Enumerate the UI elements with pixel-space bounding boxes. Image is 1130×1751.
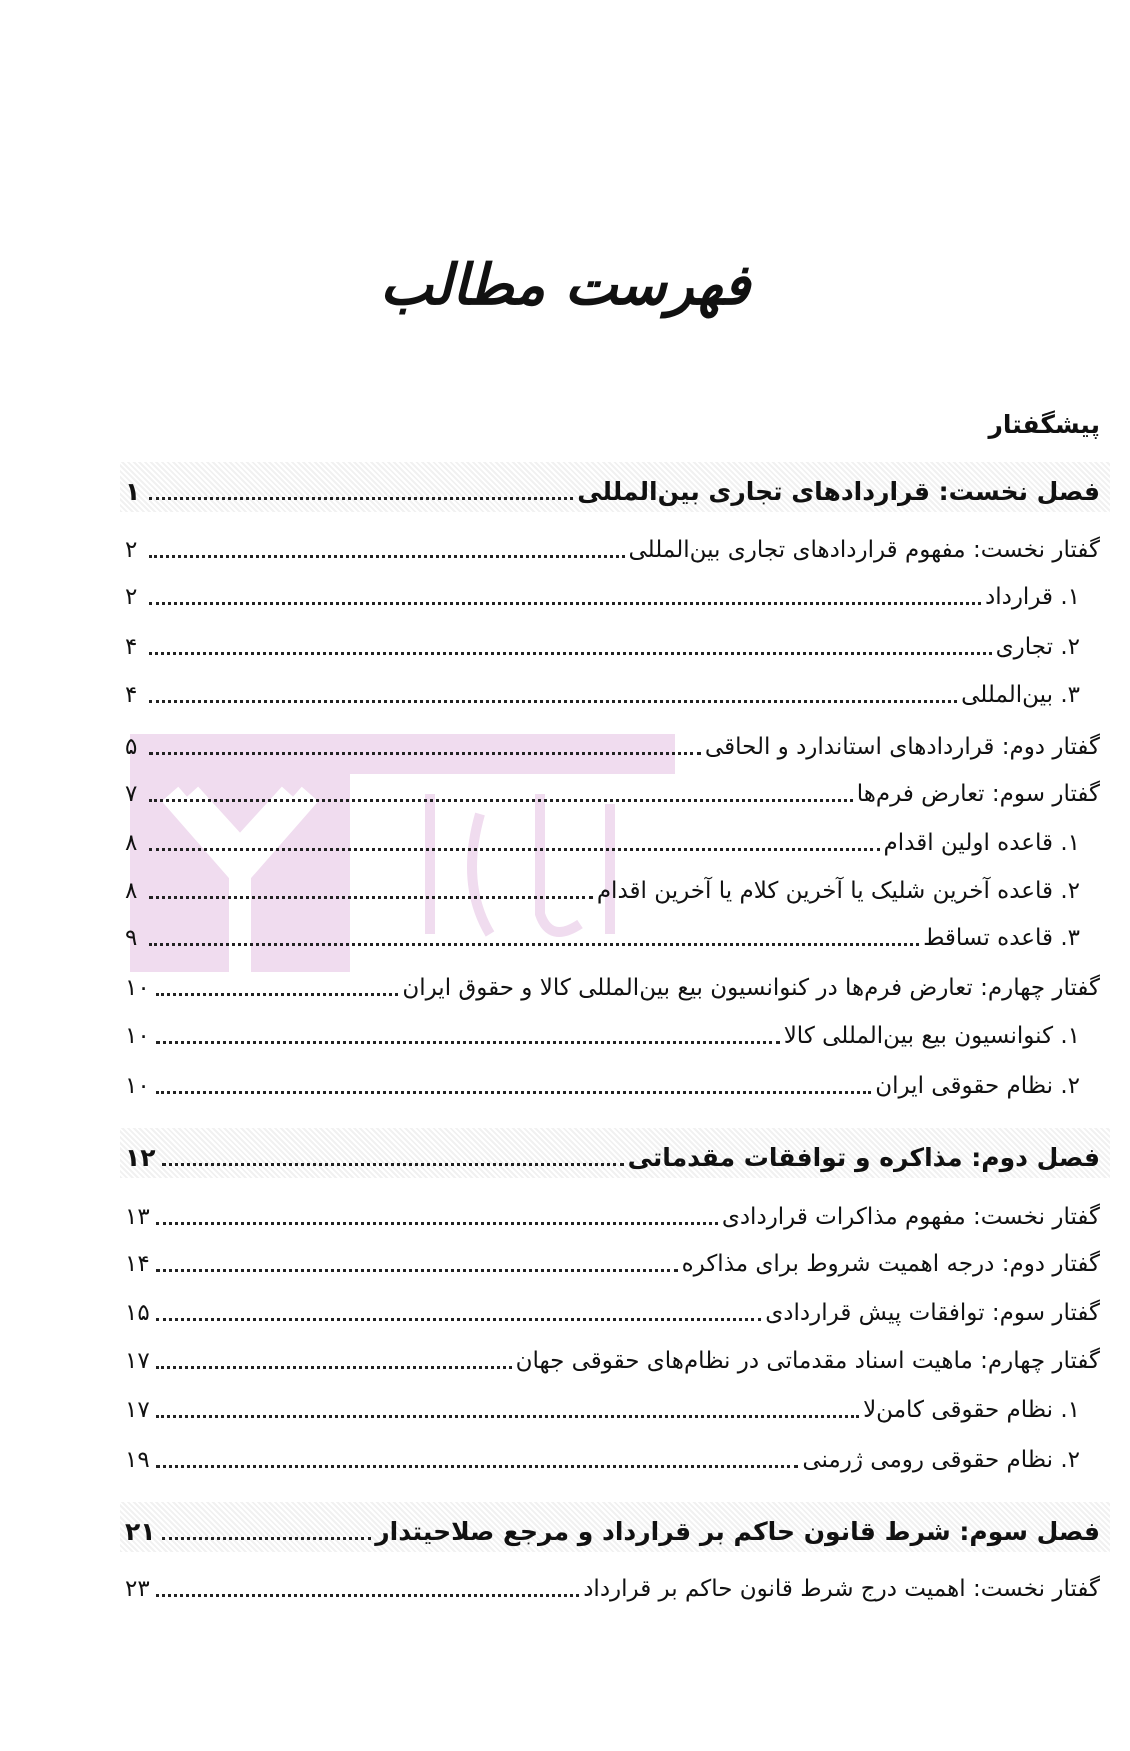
toc-entry[interactable] xyxy=(125,573,1080,613)
page-number: ۷ xyxy=(125,781,138,807)
toc-entry[interactable] xyxy=(125,867,1080,907)
dot-leader xyxy=(156,1318,762,1321)
page-number: ۱۷ xyxy=(125,1397,150,1423)
entry-title: گفتار دوم: درجه اهمیت شروط برای مذاکره xyxy=(681,1251,1100,1277)
toc-entry[interactable] xyxy=(125,723,1100,763)
dot-leader xyxy=(156,1366,512,1369)
entry-title: ۱. قرارداد xyxy=(984,584,1080,610)
page-number: ۲ xyxy=(125,537,138,563)
toc-entry[interactable] xyxy=(125,1193,1100,1233)
entry-title: فصل نخست: قراردادهای تجاری بین‌المللی xyxy=(577,477,1100,506)
page-title: فهرست مطالب xyxy=(380,252,750,318)
toc-entry[interactable] xyxy=(125,770,1100,810)
toc-entry[interactable] xyxy=(125,526,1100,566)
toc-entry[interactable] xyxy=(125,1240,1100,1280)
entry-title: گفتار نخست: مفهوم مذاکرات قراردادی xyxy=(721,1204,1100,1230)
entry-title: گفتار نخست: مفهوم قراردادهای تجاری بین‌المللی xyxy=(628,537,1100,563)
toc-entry[interactable] xyxy=(125,1012,1080,1052)
dot-leader xyxy=(156,1041,780,1044)
page-number: ۸ xyxy=(125,878,138,904)
dot-leader xyxy=(149,497,573,500)
page-number: ۲۱ xyxy=(125,1517,156,1546)
entry-title: ۱. نظام حقوقی کامن‌لا xyxy=(863,1397,1080,1423)
page-number: ۵ xyxy=(125,734,138,760)
page-number: ۱۰ xyxy=(125,1073,150,1099)
toc-chapter-entry[interactable] xyxy=(120,1128,1110,1178)
toc-entry[interactable] xyxy=(125,819,1080,859)
entry-title: ۲. نظام حقوقی ایران xyxy=(875,1073,1080,1099)
entry-title: ۲. نظام حقوقی رومی ژرمنی xyxy=(802,1447,1080,1473)
dot-leader xyxy=(156,1465,799,1468)
toc-entry[interactable] xyxy=(125,671,1080,711)
entry-title: گفتار سوم: تعارض فرم‌ها xyxy=(856,781,1100,807)
entry-title: فصل سوم: شرط قانون حاکم بر قرارداد و مرجع صلاحیتدار xyxy=(375,1517,1100,1546)
page-number: ۱۵ xyxy=(125,1300,150,1326)
entry-title: ۲. قاعده آخرین شلیک یا آخرین کلام یا آخرین اقدام xyxy=(596,878,1080,904)
dot-leader xyxy=(156,1269,678,1272)
toc-chapter-entry[interactable] xyxy=(120,1502,1110,1552)
dot-leader xyxy=(149,700,957,703)
toc-entry[interactable] xyxy=(125,964,1100,1004)
entry-title: گفتار سوم: توافقات پیش قراردادی xyxy=(765,1300,1100,1326)
entry-title: ۳. بین‌المللی xyxy=(961,682,1080,708)
page-number: ۱۷ xyxy=(125,1348,150,1374)
toc-entry[interactable] xyxy=(125,1565,1100,1605)
page-number: ۴ xyxy=(125,682,138,708)
entry-title: ۱. کنوانسیون بیع بین‌المللی کالا xyxy=(783,1023,1080,1049)
dot-leader xyxy=(149,799,853,802)
toc-entry[interactable] xyxy=(125,1062,1080,1102)
dot-leader xyxy=(162,1537,372,1540)
entry-title: فصل دوم: مذاکره و توافقات مقدماتی xyxy=(627,1143,1100,1172)
dot-leader xyxy=(149,652,992,655)
toc-entry[interactable] xyxy=(125,1337,1100,1377)
dot-leader xyxy=(149,602,981,605)
page-number: ۴ xyxy=(125,634,138,660)
entry-title: ۲. تجاری xyxy=(995,634,1080,660)
dot-leader xyxy=(156,993,399,996)
page-number: ۱۴ xyxy=(125,1251,150,1277)
entry-title: ۱. قاعده اولین اقدام xyxy=(883,830,1080,856)
page-number: ۱۰ xyxy=(125,975,150,1001)
dot-leader xyxy=(149,848,880,851)
toc-entry[interactable] xyxy=(125,1289,1100,1329)
dot-leader xyxy=(156,1091,871,1094)
page-number: ۹ xyxy=(125,925,138,951)
page-number: ۲۳ xyxy=(125,1576,150,1602)
dot-leader xyxy=(149,555,625,558)
dot-leader xyxy=(156,1594,579,1597)
entry-title: گفتار چهارم: تعارض فرم‌ها در کنوانسیون بیع بین‌المللی کالا و حقوق ایران xyxy=(402,975,1100,1001)
entry-title: گفتار چهارم: ماهیت اسناد مقدماتی در نظام‌های حقوقی جهان xyxy=(515,1348,1100,1374)
dot-leader xyxy=(149,896,593,899)
page-number: ۱ xyxy=(125,477,141,506)
toc-entry[interactable] xyxy=(125,1436,1080,1476)
dot-leader xyxy=(149,752,701,755)
page-number: ۱۲ xyxy=(125,1143,156,1172)
preface-heading: پیشگفتار xyxy=(988,410,1100,439)
toc-chapter-entry[interactable] xyxy=(120,462,1110,512)
dot-leader xyxy=(156,1415,859,1418)
page-number: ۱۳ xyxy=(125,1204,150,1230)
toc-entry[interactable] xyxy=(125,914,1080,954)
dot-leader xyxy=(149,943,919,946)
page-number: ۸ xyxy=(125,830,138,856)
page-number: ۲ xyxy=(125,584,138,610)
entry-title: گفتار دوم: قراردادهای استاندارد و الحاقی xyxy=(704,734,1100,760)
toc-entry[interactable] xyxy=(125,1386,1080,1426)
toc-entry[interactable] xyxy=(125,623,1080,663)
page-number: ۱۰ xyxy=(125,1023,150,1049)
dot-leader xyxy=(162,1163,624,1166)
dot-leader xyxy=(156,1222,718,1225)
entry-title: گفتار نخست: اهمیت درج شرط قانون حاکم بر قرارداد xyxy=(583,1576,1100,1602)
page-number: ۱۹ xyxy=(125,1447,150,1473)
entry-title: ۳. قاعده تساقط xyxy=(923,925,1080,951)
